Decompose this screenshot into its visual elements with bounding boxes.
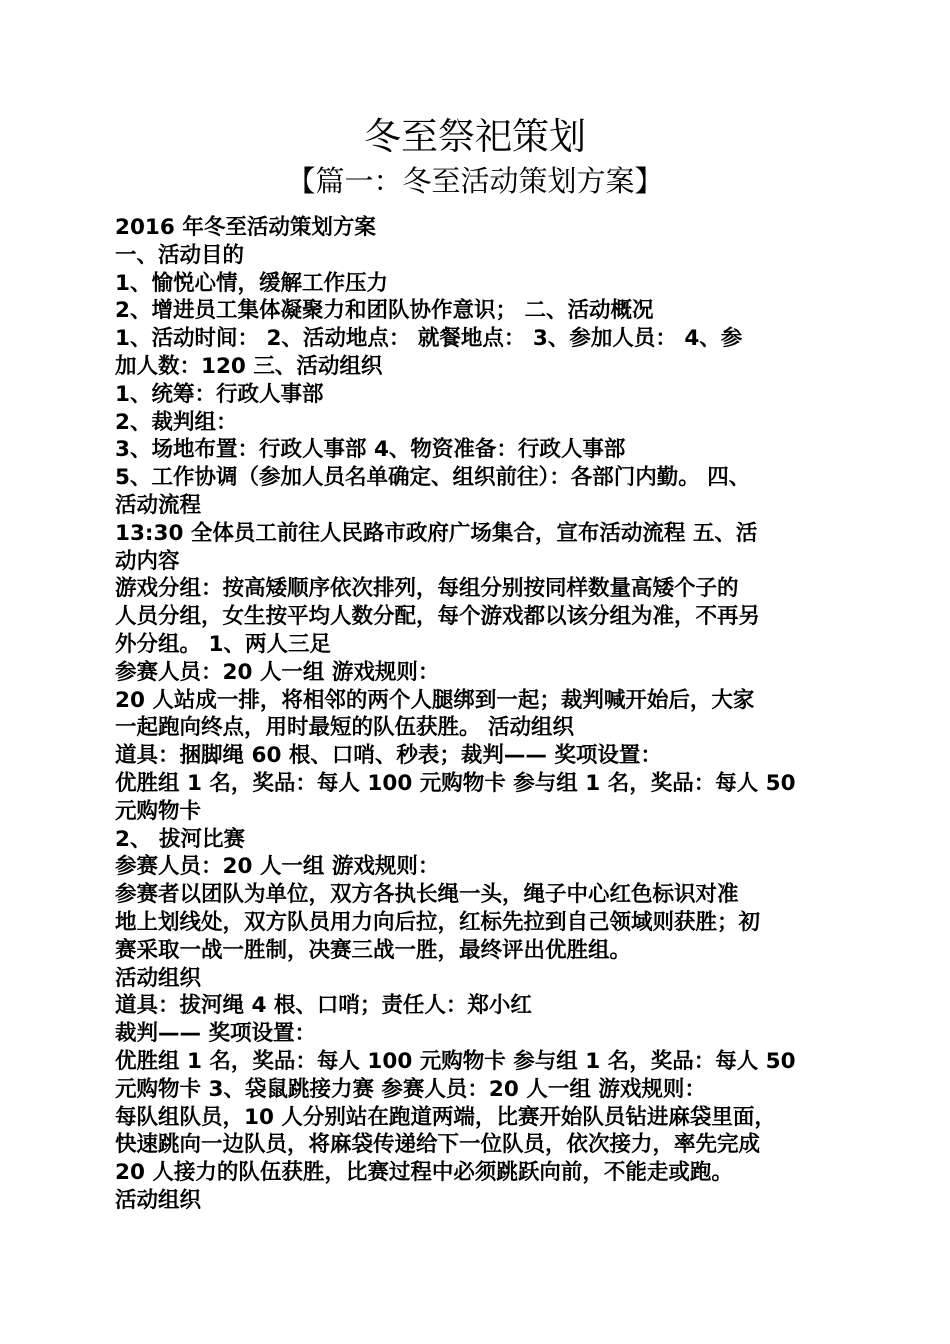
body-line: 活动组织 (115, 1187, 202, 1213)
body-line: 地上划线处，双方队员用力向后拉，红标先拉到自己领域则获胜；初 (115, 909, 761, 935)
body-line: 13:30 全体员工前往人民路市政府广场集合，宣布活动流程 五、活 (115, 520, 758, 546)
body-line: 一、活动目的 (115, 242, 245, 268)
body-line: 元购物卡 (115, 798, 202, 824)
document-body (115, 214, 840, 1215)
body-line: 外分组。 1、两人三足 (115, 631, 331, 657)
body-line: 2、裁判组： (115, 409, 238, 435)
document-subtitle: 【篇一：冬至活动策划方案】 (286, 164, 664, 198)
body-line: 20 人站成一排，将相邻的两个人腿绑到一起；裁判喊开始后，大家 (115, 687, 755, 713)
body-line: 2、 拔河比赛 (115, 826, 245, 852)
body-line: 赛采取一战一胜制，决赛三战一胜，最终评出优胜组。 (115, 937, 632, 963)
body-line: 每队组队员，10 人分别站在跑道两端，比赛开始队员钻进麻袋里面， (115, 1104, 776, 1130)
body-line: 优胜组 1 名，奖品：每人 100 元购物卡 参与组 1 名，奖品：每人 50 (115, 770, 796, 796)
body-line: 元购物卡 3、袋鼠跳接力赛 参赛人员：20 人一组 游戏规则： (115, 1076, 706, 1102)
body-line: 游戏分组：按高矮顺序依次排列，每组分别按同样数量高矮个子的 (115, 576, 739, 602)
body-line: 活动组织 (115, 965, 202, 991)
body-line: 快速跳向一边队员，将麻袋传递给下一位队员，依次接力，率先完成 (115, 1132, 761, 1158)
body-line: 5、工作协调（参加人员名单确定、组织前往）：各部门内勤。 四、 (115, 465, 751, 491)
body-line: 2016 年冬至活动策划方案 (115, 215, 376, 240)
body-line: 裁判—— 奖项设置： (115, 1021, 316, 1047)
document-title: 冬至祭祀策划 (364, 115, 586, 158)
body-line: 1、愉悦心情，缓解工作压力 (115, 270, 388, 296)
body-line: 活动流程 (115, 492, 202, 518)
body-line: 参赛者以团队为单位，双方各执长绳一头，绳子中心红色标识对准 (115, 882, 739, 908)
body-line: 人员分组，女生按平均人数分配，每个游戏都以该分组为准，不再另 (115, 604, 761, 630)
body-line: 一起跑向终点，用时最短的队伍获胜。 活动组织 (115, 715, 574, 741)
body-line: 20 人接力的队伍获胜，比赛过程中必须跳跃向前，不能走或跑。 (115, 1160, 733, 1186)
body-line: 参赛人员：20 人一组 游戏规则： (115, 854, 440, 880)
body-line: 1、统筹：行政人事部 (115, 381, 324, 407)
body-line: 1、活动时间： 2、活动地点： 就餐地点： 3、参加人员： 4、参 (115, 326, 743, 352)
body-line: 动内容 (115, 548, 180, 574)
body-line: 道具：拔河绳 4 根、口哨；责任人：郑小红 (115, 993, 532, 1019)
body-line: 2、增进员工集体凝聚力和团队协作意识； 二、活动概况 (115, 298, 654, 324)
body-line: 参赛人员：20 人一组 游戏规则： (115, 659, 440, 685)
body-line: 3、场地布置：行政人事部 4、物资准备：行政人事部 (115, 437, 626, 463)
body-line: 优胜组 1 名，奖品：每人 100 元购物卡 参与组 1 名，奖品：每人 50 (115, 1048, 796, 1074)
body-line: 道具：捆脚绳 60 根、口哨、秒表；裁判—— 奖项设置： (115, 743, 662, 769)
body-line: 加人数：120 三、活动组织 (115, 353, 383, 379)
